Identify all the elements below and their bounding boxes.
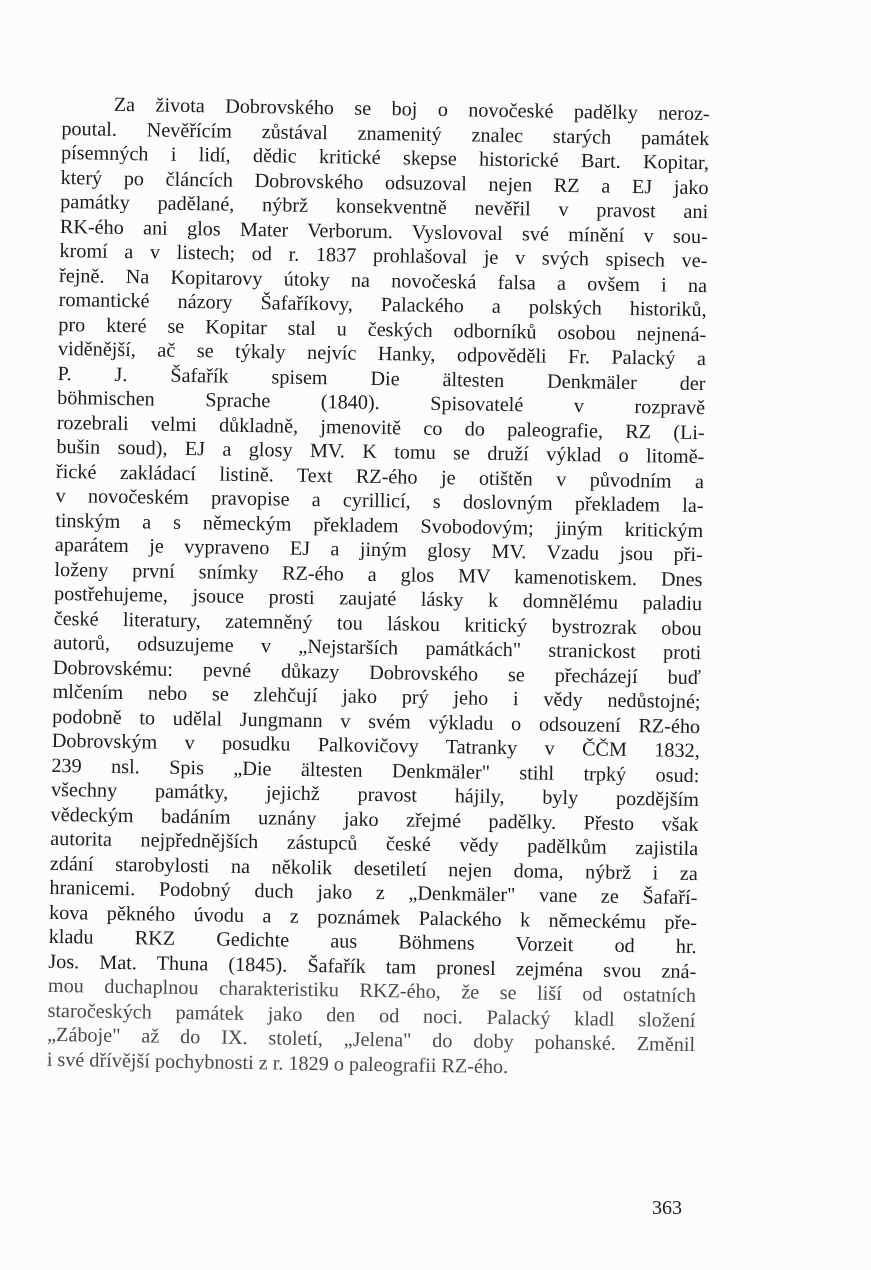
text-line: české literatury, zatemněný tou láskou kritický bystrozrak obou xyxy=(53,607,702,640)
text-line: kladu RKZ Gedichte aus Böhmens Vorzeit od hr. xyxy=(48,925,697,959)
text-line: Dobrovskému: pevné důkazy Dobrovského se přecházejí buď xyxy=(52,656,702,689)
text-line: písemných i lidí, dědic kritické skepse historické Bart. Kopitar, xyxy=(60,141,710,175)
text-line: památky padělané, nýbrž konsekventně nevěřil v pravost ani xyxy=(60,190,709,224)
text-line: RK-ého ani glos Mater Verborum. Vyslovoval své mínění v sou- xyxy=(59,215,708,248)
text-line: všechny památky, jejichž pravost hájily, byly pozdějším xyxy=(50,778,700,812)
text-line: vědeckým badáním uznány jako zřejmé padělky. Přesto však xyxy=(50,803,699,836)
text-line: staročeských památek jako den od noci. Palacký kladl složení xyxy=(47,999,696,1032)
text-line: kova pěkného úvodu a z poznámek Palackého k německému pře- xyxy=(48,901,698,934)
text-line: „Záboje" až do IX. století, „Jelena" do doby pohanské. Změnil xyxy=(47,1023,696,1057)
text-line: rozebrali velmi důkladně, jmenovitě co do paleografie, RZ (Li- xyxy=(56,411,705,444)
text-line: zdání starobylosti na několik desetiletí nejen doma, nýbrž i za xyxy=(49,852,698,885)
body-text xyxy=(47,92,710,1082)
text-line: viděnější, ač se týkaly nejvíc Hanky, odpověděli Fr. Palacký a xyxy=(57,337,707,371)
text-line: Dobrovským v posudku Palkovičovy Tatranky v ČČM 1832, xyxy=(51,729,700,763)
page-number: 363 xyxy=(652,1197,682,1219)
text-line: Jos. Mat. Thuna (1845). Šafařík tam pronesl zejména svou zná- xyxy=(48,950,697,983)
text-line: hranicemi. Podobný duch jako z „Denkmäler" vane ze Šafaří- xyxy=(49,876,698,910)
text-line: romantické názory Šafaříkovy, Palackého a polských historiků, xyxy=(58,288,707,322)
text-line: loženy první snímky RZ-ého a glos MV kamenotiskem. Dnes xyxy=(54,558,703,591)
text-line: aparátem je vypraveno EJ a jiným glosy MV. Vzadu jsou při- xyxy=(54,533,703,567)
text-line: mlčením nebo se zlehčují jako prý jeho i vědy nedůstojné; xyxy=(52,680,701,714)
text-line: Za života Dobrovského se boj o novočeské padělky neroz- xyxy=(113,93,710,126)
text-line: P. J. Šafařík spisem Die ältesten Denkmäler der xyxy=(57,362,706,395)
text-line: i své dřívější pochybnosti z r. 1829 o paleografii RZ-ého. xyxy=(46,1048,509,1078)
text-line: mou duchaplnou charakteristiku RKZ-ého, že se liší od ostatních xyxy=(47,974,697,1008)
text-line: řické zakládací listině. Text RZ-ého je otištěn v původním a xyxy=(55,460,705,493)
text-line: tinským a s německým překladem Svobodovým; jiným kritickým xyxy=(55,509,704,542)
text-line: v novočeském pravopise a cyrillicí, s doslovným překladem la- xyxy=(55,484,704,518)
text-line: podobně to udělal Jungmann v svém výkladu o odsouzení RZ-ého xyxy=(52,705,701,738)
text-line: böhmischen Sprache (1840). Spisovatelé v rozpravě xyxy=(57,386,706,420)
text-line: řejně. Na Kopitarovy útoky na novočeská falsa a ovšem i na xyxy=(58,264,708,297)
text-line: který po článcích Dobrovského odsuzoval nejen RZ a EJ jako xyxy=(60,166,709,199)
text-line: postřehujeme, jsouce prosti zaujaté lásky k domnělému paladiu xyxy=(53,582,703,616)
text-line: autorita nejpřednějších zástupců české vědy padělkům zajistila xyxy=(50,827,699,861)
text-line: kromí a v listech; od r. 1837 prohlašoval je v svých spisech ve- xyxy=(59,239,708,273)
text-line: 239 nsl. Spis „Die ältesten Denkmäler" stihl trpký osud: xyxy=(51,754,700,787)
text-line: pro které se Kopitar stal u českých odborníků osobou nejnená- xyxy=(58,313,707,346)
text-line: poutal. Nevěřícím zůstával znamenitý znalec starých památek xyxy=(61,117,710,150)
text-line: autorů, odsuzujeme v „Nejstarších památkách" stranickost proti xyxy=(53,631,702,665)
text-line: bušin soud), EJ a glosy MV. K tomu se druží výklad o litomě- xyxy=(56,435,705,469)
